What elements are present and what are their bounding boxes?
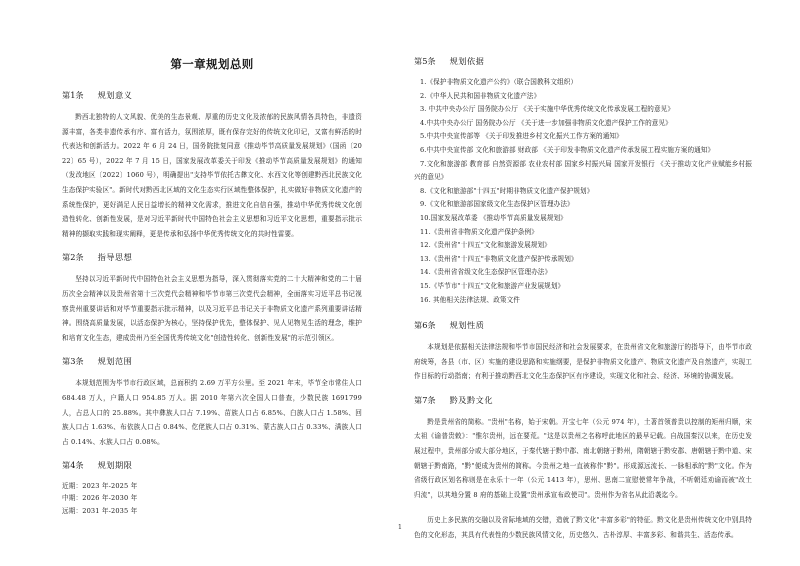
article-5-heading: [414, 56, 752, 67]
planning-basis-list: [414, 76, 752, 307]
list-item: 12.《贵州省"十四五"文化和旅游发展规划》: [420, 241, 551, 250]
list-item: 8.《文化和旅游部"十四五"时期非物质文化遗产保护规划》: [420, 186, 594, 195]
list-item: 5.中共中央宣传部等 《关于印发推进乡村文化振兴工作方案的通知》: [420, 132, 623, 141]
article-4-title: 规划期限: [97, 460, 133, 471]
article-3-paragraph: 本规划范围为毕节市行政区域，总面积约 2.69 万平方公里。至 2021 年末，毕节全市常住人口 684.48 万人，户籍人口 954.85 万人。据 2010 年第六次全国人口普查，少数民族 1691799 人，占总人口的 25.88%。其中彝族人口占 7.19%、苗族人口占 6.85%、白族人口占 1.58%、回族人口占 1.63%、布依族人口占 0.84%、仡佬族人口占 0.31%、蒙古族人口占 0.33%、满族人口占 0.14%、水族人口占 0.08%。: [62, 379, 362, 446]
article-1-title: 规划意义: [97, 90, 133, 100]
article-6-heading: [414, 320, 752, 331]
article-2-title: 指导思想: [97, 252, 133, 263]
list-item: 15.《毕节市"十四五"文化和旅游产业发展规划》: [420, 281, 565, 290]
article-7-heading: [414, 395, 752, 406]
article-6-number: 第6条: [414, 320, 436, 331]
list-item: 近期：2023 年-2025 年: [62, 482, 138, 491]
article-6-title: 规划性质: [449, 320, 485, 331]
article-5-title: 规划依据: [449, 56, 485, 66]
article-1-number: 第1条: [62, 90, 84, 100]
article-3-number: 第3条: [62, 356, 84, 367]
article-7: [414, 395, 752, 543]
article-5-number: 第5条: [414, 56, 436, 66]
article-4: [62, 460, 362, 517]
list-item: 中期：2026 年-2030 年: [62, 494, 138, 503]
article-2-heading: [62, 252, 362, 263]
list-item: 2.《中华人民共和国非物质文化遗产法》: [420, 91, 541, 100]
article-2: [62, 252, 362, 345]
article-6-paragraph: 本规划是依据相关法律法规和毕节市国民经济和社会发展要求，在贵州省文化和旅游厅的指导下，由毕节市政府统筹，各县（市、区）实施的建设思路和实施纲要，是保护非物质文化遗产、物质文化遗产及自然遗产，实现工作目标的行动指南；有利于推动黔西北文化生态保护区有序建设，实现文化和社会、经济、环境的协调发展。: [414, 343, 752, 381]
article-2-paragraph: 坚持以习近平新时代中国特色社会主义思想为指导，深入贯彻落实党的二十大精神和党的二十届历次全会精神以及贵州省第十三次党代会精神和毕节市第三次党代会精神，全面落实习近平总书记视察贵州重要讲话和对毕节重要指示批示精神，以及习近平总书记关于非物质文化遗产系列重要讲话精神。围绕高质量发展，以活态保护为核心，坚持保护优先，整体保护、见人见物见生活的理念，维护和培育文化生态，建成贵州乃至全国优秀传统文化"创造性转化、创新性发展"的示范引领区。: [62, 275, 362, 342]
article-1-heading: [62, 90, 362, 101]
page-number: 1: [397, 523, 403, 531]
article-3: [62, 356, 362, 449]
list-item: 3. 中共中央办公厅 国务院办公厅 《关于实施中华优秀传统文化传承发展工程的意见》: [420, 105, 675, 114]
page-title: 第一章规划总则: [170, 57, 254, 71]
list-item: 14.《贵州省省级文化生态保护区管理办法》: [420, 268, 552, 277]
list-item: 9.《文化和旅游部国家级文化生态保护区管理办法》: [420, 200, 574, 209]
list-item: 16. 其他相关法律法规、政策文件: [420, 295, 521, 304]
article-7-paragraph-2: 历史上多民族的交融以及省际地域的交错，造就了黔文化"丰富多彩"的特征。黔文化是贵州传统文化中别具特色的文化形态，其具有代表性的少数民族风情文化，历史悠久、古朴淳厚、丰富多彩、和谐共生、活态传承。: [414, 516, 752, 540]
planning-period-list: [62, 480, 362, 517]
article-2-number: 第2条: [62, 252, 84, 263]
article-3-heading: [62, 356, 362, 367]
article-7-number: 第7条: [414, 394, 436, 405]
right-column: [400, 0, 800, 540]
article-1: [62, 90, 362, 241]
article-5: [414, 56, 752, 307]
article-6: [414, 320, 752, 384]
list-item: 11.《贵州省非物质文化遗产保护条例》: [420, 227, 538, 236]
article-1-paragraph: 黔西北独特的人文风貌、优美的生态景观、厚重的历史文化及浓郁的民族风情各具特色，非遗资源丰富，各类非遗传承有序、富有活力，氛围浓厚，既有保存完好的传统文化印记，又富有鲜活的时代表达和创新活力。2022 年 6 月 24 日，国务院批复同意《推动毕节高质量发展规划》（国函〔2022〕65 号），2022 年 7 月 15 日，国家发展改革委关于印发《推动毕节高质量发展规划》的通知（发改地区〔2022〕1060 号），明确提出"支持毕节依托古彝文化、水西文化等创建黔西北民族文化生态保护实验区"。新时代对黔西北区域的文化生态实行区域性整体保护，扎实做好非物质文化遗产的系统性保护，更好满足人民日益增长的精神文化需求，推进文化自信自强，推动中华优秀传统文化创造性转化、创新性发展，是对习近平新时代中国特色社会主义思想和习近平文化思想，重要指示批示精神的撷取实践和现实阐释，更是传承和弘扬中华优秀传统文化的共时性雷要。: [62, 113, 362, 238]
article-4-number: 第4条: [62, 460, 84, 471]
list-item: 1.《保护非物质文化遗产公约》（联合国教科文组织）: [420, 78, 578, 86]
list-item: 4.中共中央办公厅 国务院办公厅 《关于进一步加强非物质文化遗产保护工作的意见》: [420, 118, 672, 127]
left-column: [0, 0, 400, 520]
list-item: 13.《贵州省"十四五"非物质文化遗产保护传承规划》: [420, 254, 578, 263]
list-item: 7.文化和旅游部 教育部 自然资源部 农业农村部 国家乡村振兴局 国家开发银行 《关于推动文化产业赋能乡村振兴的意见》: [414, 159, 752, 182]
article-4-heading: [62, 460, 362, 471]
article-7-paragraph-1: 黔是贵州省的简称。"贵州"名称，始于宋朝。开宝七年（公元 974 年），土著首领普贵以控制的矩州归顺，宋太祖《谕普贵敕》："惟尔贵州，远在要荒。"这是以贵州之名称呼此地区的最早记载。自战国秦汉以来，在历史发展过程中，贵州部分或大部分地区，于秦代辖于黔中郡、南北朝辖于黔州，隋朝辖于黔安郡、唐朝辖于黔中道、宋朝辖于黔南路，"黔"便成为贵州的简称。今贵州之地一直被称作"黔"。形成源远流长、一脉相承的"黔"文化。作为省级行政区划名称则是在永乐十一年（公元 1413 年），思州、思南二宣慰使常年争战，不听朝廷劝谕而被"改土归流"，以其地分置 8 府的基础上设置"贵州承宣布政使司"。贵州作为省名从此沿袭迄今。: [414, 417, 752, 499]
article-3-title: 规划范围: [97, 356, 133, 367]
list-item: 10.国家发展改革委 《推动毕节高质量发展规划》: [420, 213, 567, 222]
list-item: 6.中共中央宣传部 文化和旅游部 财政部 《关于印发非物质文化遗产传承发展工程实施方案的通知》: [420, 145, 715, 154]
article-7-title: 黔及黔文化: [449, 394, 494, 405]
list-item: 远期：2031 年-2035 年: [62, 506, 138, 515]
